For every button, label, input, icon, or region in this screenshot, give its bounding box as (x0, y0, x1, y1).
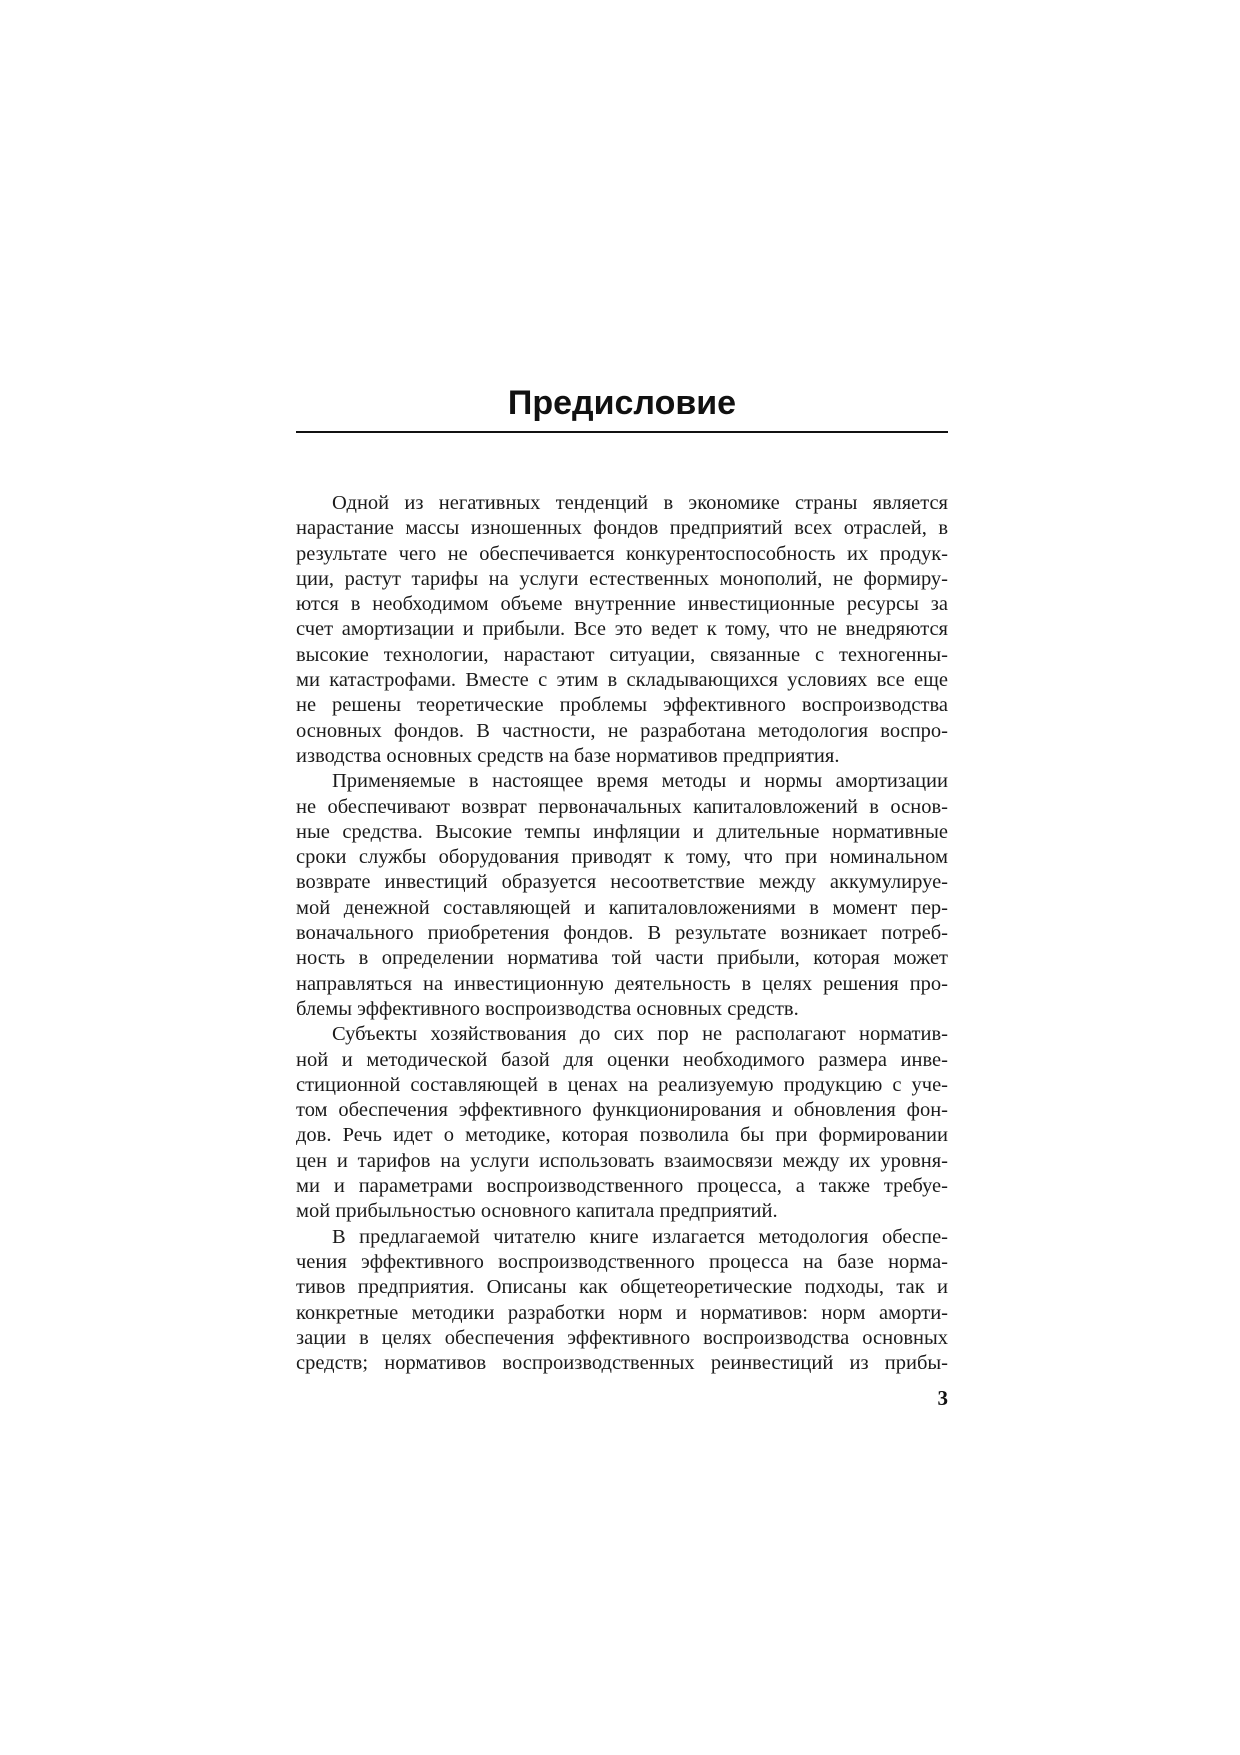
text-line: ются в необходимом объеме внутренние инвестиционные ресурсы за (296, 593, 948, 616)
text-line: не обеспечивают возврат первоначальных капиталовложений в основ- (296, 795, 948, 818)
text-line: Субъекты хозяйствования до сих пор не располагают норматив- (332, 1023, 948, 1046)
text-line: основных фондов. В частности, не разработана методология воспро- (296, 719, 948, 742)
text-line: ной и методической базой для оценки необходимого размера инве- (296, 1048, 948, 1071)
page-title: Предисловие (507, 384, 737, 422)
text-line: блемы эффективного воспроизводства основных средств. (296, 997, 799, 1020)
text-line: том обеспечения эффективного функционирования и обновления фон- (296, 1099, 948, 1122)
text-line: зации в целях обеспечения эффективного воспроизводства основных (296, 1326, 948, 1349)
text-line: ные средства. Высокие темпы инфляции и длительные нормативные (296, 820, 948, 843)
preface-text (296, 491, 948, 1376)
text-line: счет амортизации и прибыли. Все это ведет к тому, что не внедряются (296, 618, 948, 641)
text-line: ции, растут тарифы на услуги естественных монополий, не формиру- (296, 567, 948, 590)
text-line: нарастание массы изношенных фондов предприятий всех отраслей, в (296, 517, 948, 540)
text-line: тивов предприятия. Описаны как общетеоретические подходы, так и (296, 1276, 948, 1299)
text-line: Применяемые в настоящее время методы и нормы амортизации (332, 770, 948, 793)
paragraph (296, 769, 948, 1022)
text-line: воначального приобретения фондов. В результате возникает потреб- (296, 922, 948, 945)
text-line: дов. Речь идет о методике, которая позволила бы при формировании (296, 1124, 948, 1147)
text-line: ми и параметрами воспроизводственного процесса, а также требуе- (296, 1175, 948, 1198)
text-line: результате чего не обеспечивается конкурентоспособность их продук- (296, 542, 948, 565)
text-line: возврате инвестиций образуется несоответствие между аккумулируе- (296, 871, 948, 894)
text-line: ность в определении норматива той части прибыли, которая может (296, 947, 948, 970)
text-line: конкретные методики разработки норм и нормативов: норм аморти- (296, 1301, 948, 1324)
text-line: Одной из негативных тенденций в экономике страны является (332, 492, 948, 514)
text-line: стиционной составляющей в ценах на реализуемую продукцию с уче- (296, 1073, 948, 1096)
text-line: ми катастрофами. Вместе с этим в складывающихся условиях все еще (296, 669, 948, 692)
text-line: средств; нормативов воспроизводственных реинвестиций из прибы- (296, 1352, 948, 1375)
text-line: В предлагаемой читателю книге излагается методология обеспе- (332, 1225, 948, 1248)
page-number: 3 (937, 1386, 948, 1410)
text-line: цен и тарифов на услуги использовать взаимосвязи между их уровня- (296, 1149, 948, 1172)
text-line: сроки службы оборудования приводят к тому, что при номинальном (296, 846, 948, 869)
text-line: направляться на инвестиционную деятельность в целях решения про- (296, 972, 948, 995)
paragraph (296, 1022, 948, 1224)
text-line: чения эффективного воспроизводственного процесса на базе норма- (296, 1250, 948, 1273)
text-line: мой прибыльностью основного капитала предприятий. (296, 1200, 778, 1223)
paragraph (296, 1225, 948, 1377)
text-line: высокие технологии, нарастают ситуации, связанные с техногенны- (296, 643, 948, 666)
text-line: не решены теоретические проблемы эффективного воспроизводства (296, 694, 948, 717)
text-line: мой денежной составляющей и капиталовложениями в момент пер- (296, 896, 948, 919)
title-underline (296, 431, 948, 433)
paragraph (296, 491, 948, 769)
text-line: изводства основных средств на базе нормативов предприятия. (296, 744, 840, 767)
